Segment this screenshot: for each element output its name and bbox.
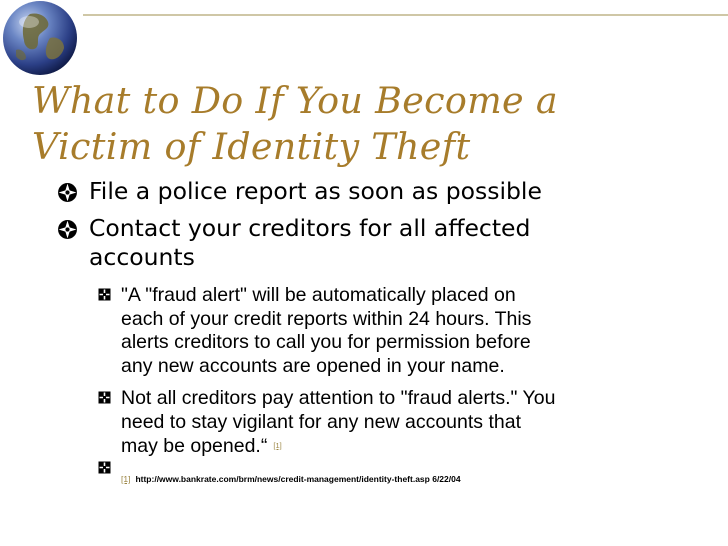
- sub-bullet-item: [98, 284, 688, 378]
- top-divider: [83, 14, 728, 16]
- sub-bullet-text: any new accounts are opened in your name.: [121, 354, 505, 377]
- sub-bullet-text: Not all creditors pay attention to "fraud alerts." You: [121, 387, 556, 409]
- bullet-text: accounts: [89, 243, 195, 271]
- sub-bullet-text: need to stay vigilant for any new accounts that: [121, 410, 521, 433]
- footnote: [121, 474, 461, 484]
- sub-bullet-last-line: [121, 434, 688, 459]
- title-line: Victim of Identity Theft: [32, 125, 471, 168]
- bullet-item: [57, 177, 657, 206]
- sub-bullet-text: each of your credit reports within 24 hours. This: [121, 307, 532, 330]
- sub-bullet-text: "A "fraud alert" will be automatically placed on: [121, 284, 516, 306]
- square-bullet-icon: [98, 391, 111, 404]
- bullet-item: [57, 214, 657, 272]
- footnote-marker-link[interactable]: [1]: [121, 474, 131, 484]
- title-line: What to Do If You Become a: [32, 79, 558, 122]
- compass-bullet-icon: [57, 182, 78, 203]
- square-bullet-icon: [98, 461, 111, 474]
- footnote-text: http://www.bankrate.com/brm/news/credit-management/identity-theft.asp 6/22/04: [135, 474, 461, 484]
- footnote-ref-link[interactable]: [1]: [273, 441, 282, 450]
- bullet-text: File a police report as soon as possible: [89, 177, 542, 205]
- square-bullet-icon: [98, 288, 111, 301]
- sub-bullet-text: may be opened.“: [121, 435, 268, 457]
- sub-bullet-text: alerts creditors to call you for permission before: [121, 331, 531, 353]
- globe-icon: [0, 0, 80, 80]
- compass-bullet-icon: [57, 219, 78, 240]
- slide-title: [32, 78, 692, 170]
- bullet-text: Contact your creditors for all affected: [89, 214, 531, 242]
- sub-bullet-item: [98, 387, 688, 459]
